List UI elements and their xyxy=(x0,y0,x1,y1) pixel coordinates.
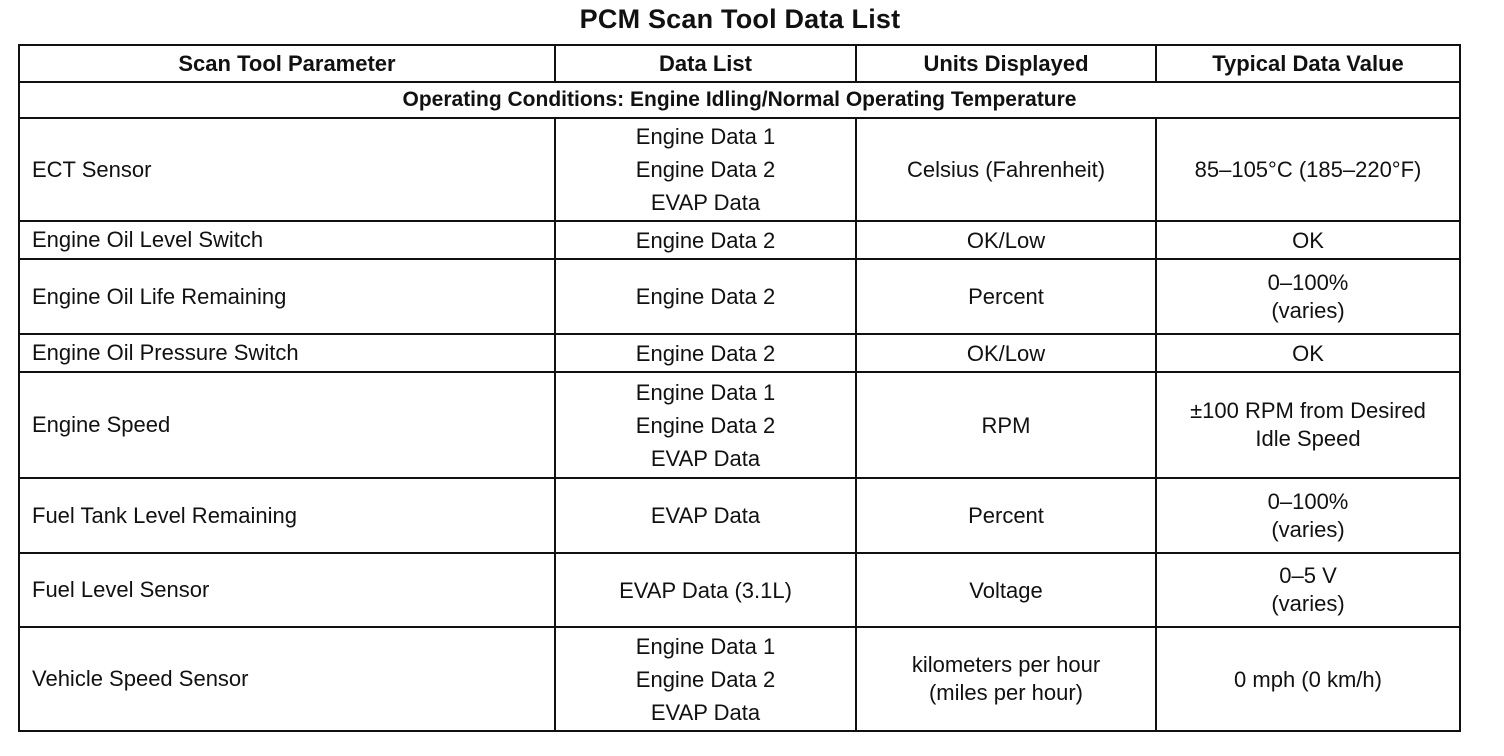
typical-data-value-line: 85–105°C (185–220°F) xyxy=(1194,157,1422,182)
parameter-cell xyxy=(19,334,555,372)
data-list-line: EVAP Data xyxy=(650,699,761,725)
data-list-cell xyxy=(555,334,856,372)
typical-data-value-line: (varies) xyxy=(1271,591,1345,616)
data-list-line: EVAP Data xyxy=(650,503,761,528)
data-list-line: Engine Data 2 xyxy=(635,666,776,692)
operating-conditions: Operating Conditions: Engine Idling/Normal Operating Temperature xyxy=(19,82,1460,118)
units-displayed-cell xyxy=(856,627,1156,731)
units-displayed-line: OK/Low xyxy=(966,227,1046,253)
parameter-name: ECT Sensor xyxy=(32,156,152,182)
parameter-name: Engine Oil Pressure Switch xyxy=(32,340,299,365)
units-displayed-line: Percent xyxy=(968,503,1044,528)
typical-data-value-cell xyxy=(1156,553,1460,627)
typical-data-value-line: OK xyxy=(1292,340,1324,366)
typical-data-value-line: (varies) xyxy=(1271,516,1345,542)
header-data-list: Data List xyxy=(555,45,856,82)
units-displayed-cell xyxy=(856,334,1156,372)
units-displayed-cell xyxy=(856,372,1156,478)
typical-data-value-line: 0–5 V xyxy=(1279,563,1337,588)
data-list-line: EVAP Data xyxy=(650,445,761,471)
data-list-line: Engine Data 2 xyxy=(635,284,776,309)
parameter-cell xyxy=(19,627,555,731)
data-list-line: Engine Data 2 xyxy=(635,412,776,438)
typical-data-value-line: 0 mph (0 km/h) xyxy=(1234,666,1382,692)
units-displayed-cell xyxy=(856,118,1156,221)
table-row xyxy=(19,372,1460,478)
data-list-line: EVAP Data (3.1L) xyxy=(619,577,792,603)
data-list-line: Engine Data 1 xyxy=(635,633,776,659)
scan-tool-data-table xyxy=(18,44,1461,732)
units-displayed-line: Celsius (Fahrenheit) xyxy=(906,157,1106,182)
parameter-name: Engine Oil Level Switch xyxy=(32,227,264,252)
units-displayed-cell xyxy=(856,478,1156,553)
typical-data-value-line: OK xyxy=(1292,227,1324,253)
units-displayed-line: Voltage xyxy=(969,577,1043,603)
table-row xyxy=(19,478,1460,553)
typical-data-value-line: Idle Speed xyxy=(1255,426,1361,451)
typical-data-value-line: ±100 RPM from Desired xyxy=(1190,398,1426,423)
header-scan-tool-parameter: Scan Tool Parameter xyxy=(19,45,555,82)
parameter-cell xyxy=(19,478,555,553)
parameter-cell xyxy=(19,372,555,478)
table-row xyxy=(19,221,1460,259)
data-list-cell xyxy=(555,372,856,478)
parameter-cell xyxy=(19,118,555,221)
typical-data-value-cell xyxy=(1156,627,1460,731)
typical-data-value-cell xyxy=(1156,118,1460,221)
parameter-name: Vehicle Speed Sensor xyxy=(32,666,249,691)
units-displayed-line: RPM xyxy=(981,412,1031,438)
typical-data-value-line: 0–100% xyxy=(1267,269,1349,295)
data-list-line: Engine Data 1 xyxy=(635,379,776,405)
parameter-cell xyxy=(19,221,555,259)
data-list-cell xyxy=(555,118,856,221)
typical-data-value-cell xyxy=(1156,259,1460,334)
typical-data-value-cell xyxy=(1156,372,1460,478)
data-list-cell xyxy=(555,259,856,334)
data-list-cell xyxy=(555,553,856,627)
data-list-cell xyxy=(555,627,856,731)
table-row xyxy=(19,334,1460,372)
typical-data-value-cell xyxy=(1156,221,1460,259)
table-row xyxy=(19,627,1460,731)
units-displayed-line: OK/Low xyxy=(966,340,1046,366)
typical-data-value-line: (varies) xyxy=(1271,297,1345,323)
data-list-line: EVAP Data xyxy=(650,190,761,215)
parameter-name: Fuel Tank Level Remaining xyxy=(32,502,297,528)
data-list-cell xyxy=(555,221,856,259)
parameter-cell xyxy=(19,259,555,334)
page-title: PCM Scan Tool Data List xyxy=(579,4,901,34)
data-list-line: Engine Data 1 xyxy=(635,124,776,149)
typical-data-value-line: 0–100% xyxy=(1267,488,1349,514)
units-displayed-cell xyxy=(856,259,1156,334)
header-units-displayed: Units Displayed xyxy=(856,45,1156,82)
units-displayed-line: kilometers per hour xyxy=(911,652,1101,677)
table-row xyxy=(19,259,1460,334)
header-row xyxy=(19,45,1460,82)
parameter-name: Fuel Level Sensor xyxy=(32,577,210,602)
parameter-name: Engine Oil Life Remaining xyxy=(32,283,287,309)
data-list-line: Engine Data 2 xyxy=(635,340,776,366)
parameter-cell xyxy=(19,553,555,627)
data-list-cell xyxy=(555,478,856,553)
data-list-line: Engine Data 2 xyxy=(635,157,776,182)
units-displayed-cell xyxy=(856,221,1156,259)
units-displayed-line: Percent xyxy=(968,284,1044,309)
table-row xyxy=(19,118,1460,221)
table-row xyxy=(19,553,1460,627)
data-list-line: Engine Data 2 xyxy=(635,227,776,253)
units-displayed-line: (miles per hour) xyxy=(928,680,1084,705)
header-typical-data-value: Typical Data Value xyxy=(1156,45,1460,82)
units-displayed-cell xyxy=(856,553,1156,627)
parameter-name: Engine Speed xyxy=(32,412,171,437)
typical-data-value-cell xyxy=(1156,478,1460,553)
operating-conditions-row xyxy=(19,82,1460,118)
typical-data-value-cell xyxy=(1156,334,1460,372)
